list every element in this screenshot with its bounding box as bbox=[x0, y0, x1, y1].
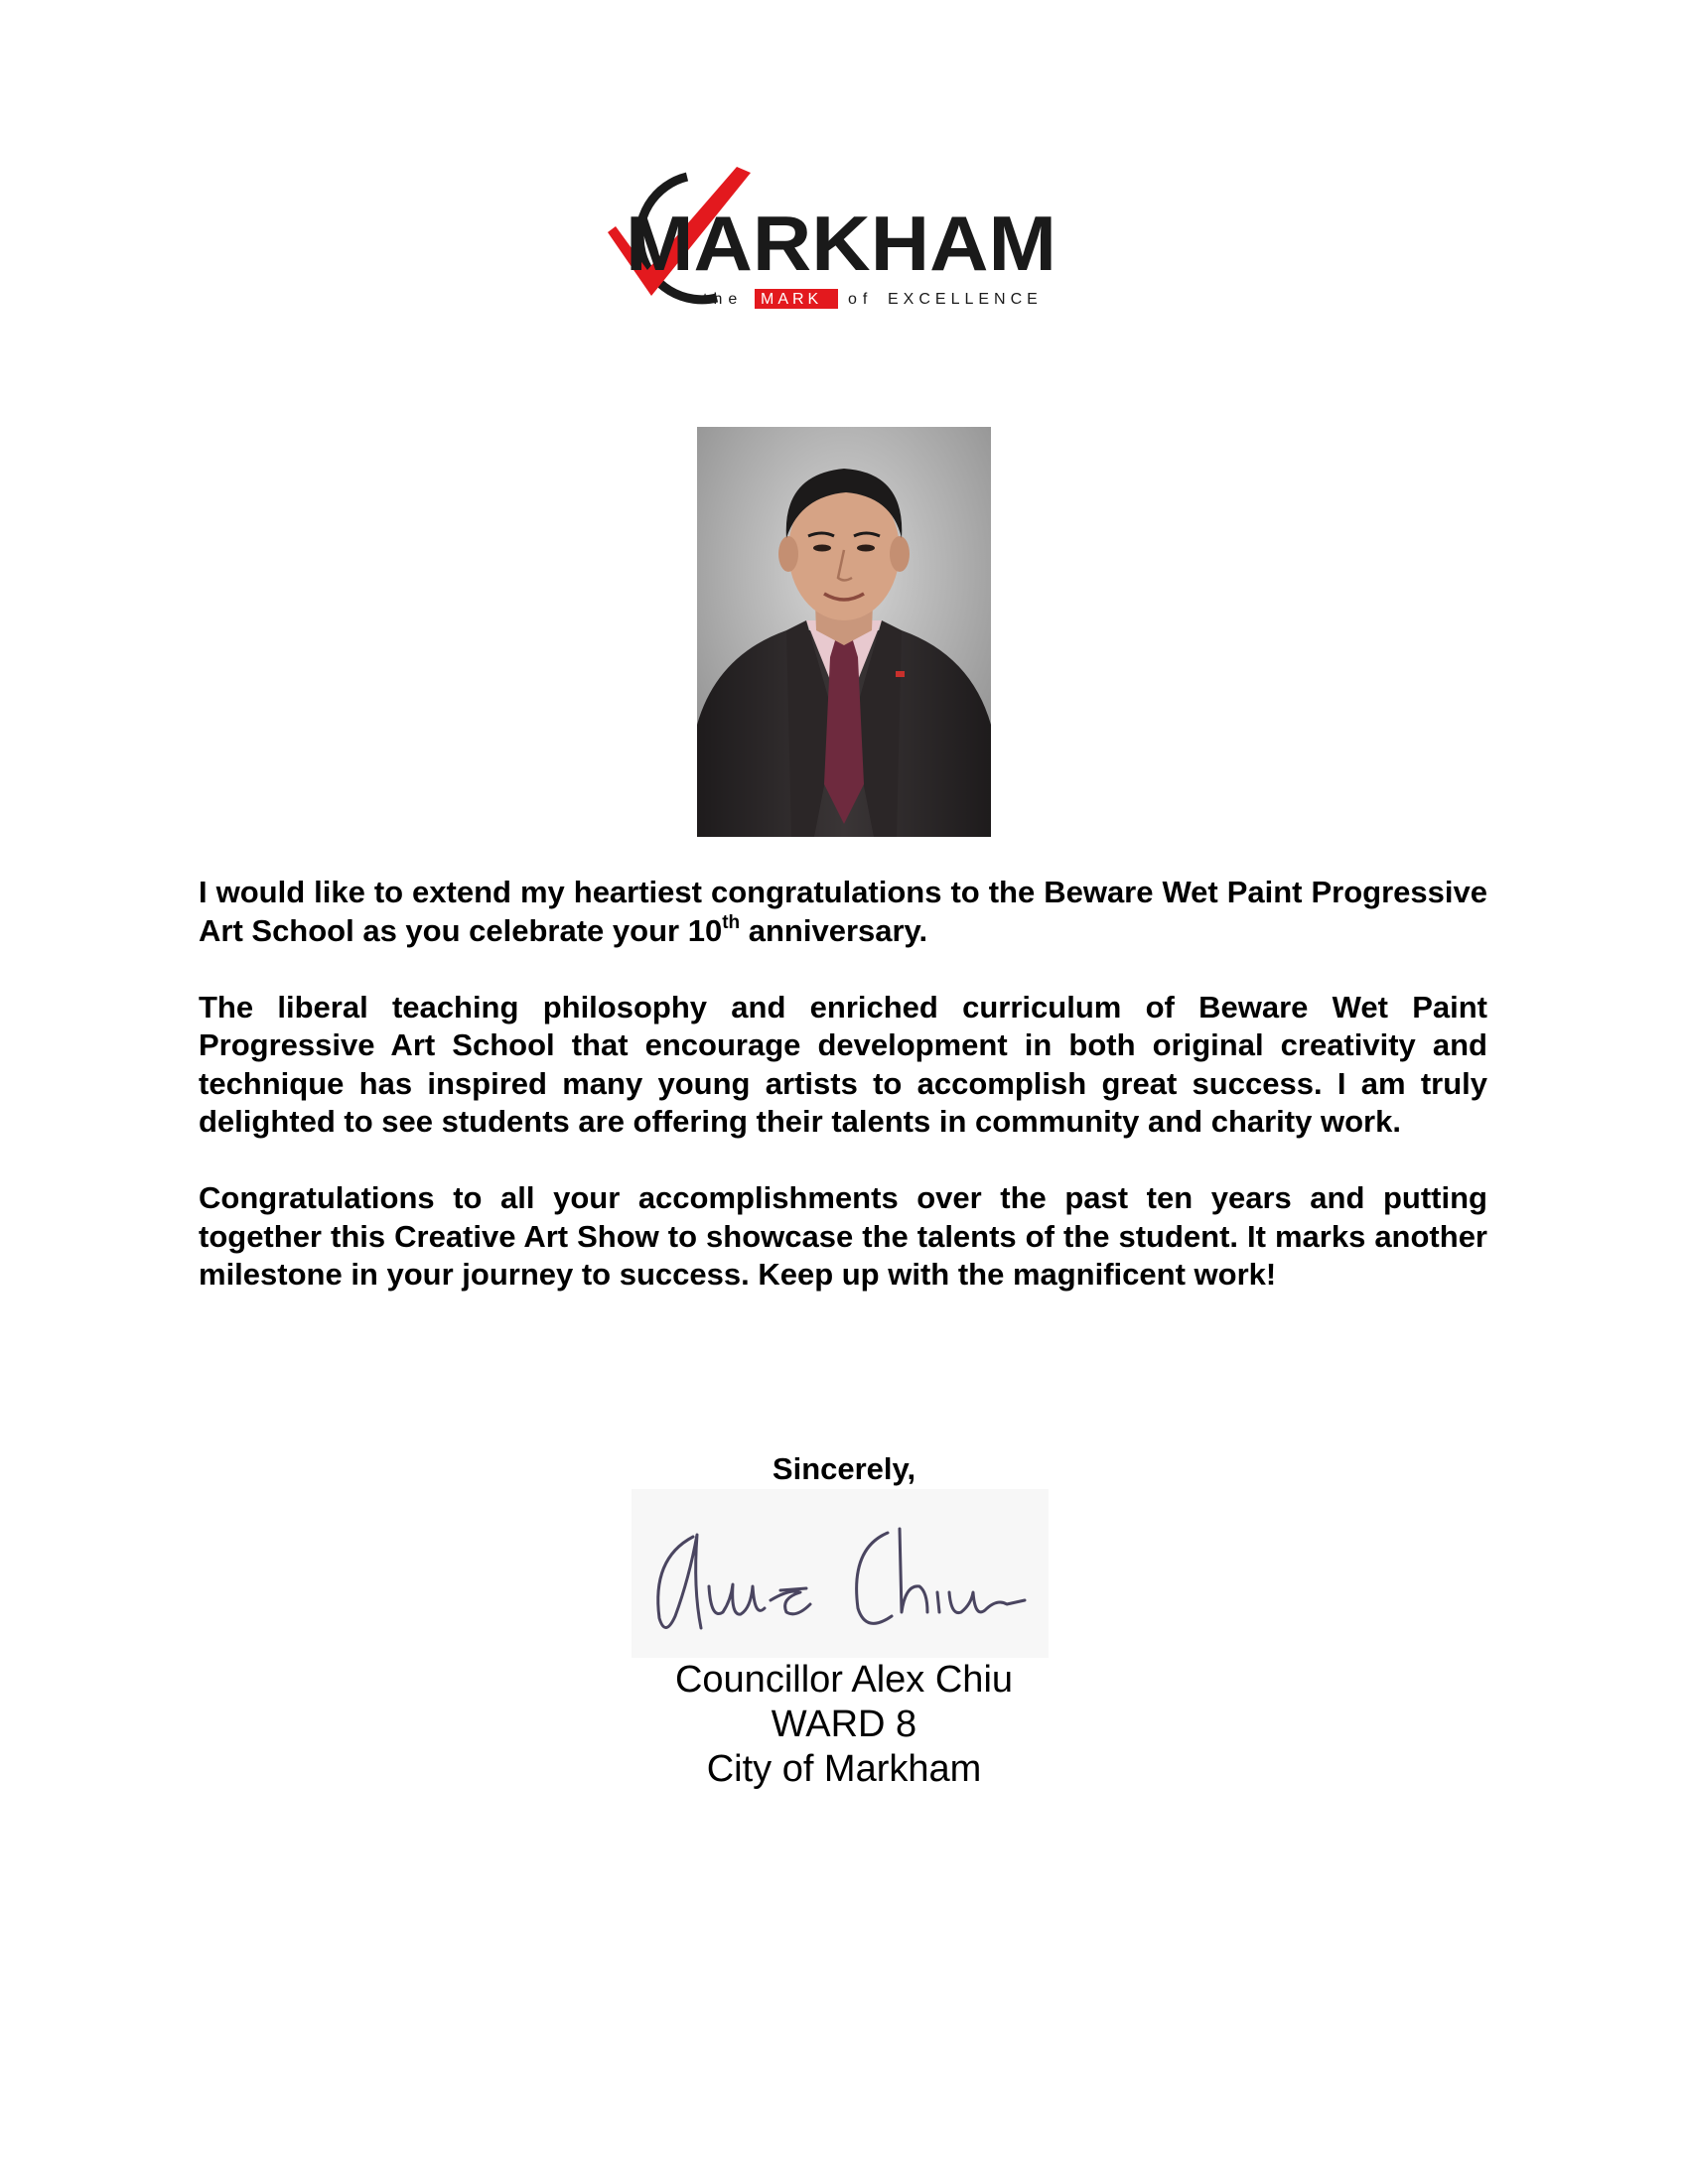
closing-salutation: Sincerely, bbox=[772, 1451, 916, 1486]
markham-logo bbox=[588, 159, 1064, 318]
logo-tagline-mark: MARK bbox=[761, 291, 823, 308]
signer-ward: WARD 8 bbox=[771, 1704, 917, 1745]
logo-tagline-the: the bbox=[703, 291, 744, 308]
logo-tagline-excellence: EXCELLENCE bbox=[888, 291, 1043, 308]
letter-body bbox=[199, 874, 1487, 1332]
letter-paragraph-3: Congratulations to all your accomplishments over the past ten years and putting together this Creative Art Show to showcase the talents of the student. It marks another milestone in your journey to success. Keep up with the magnificent work! bbox=[199, 1180, 1487, 1292]
ordinal-suffix: th bbox=[722, 911, 741, 933]
markham-logo-graphic bbox=[588, 159, 1064, 318]
paragraph-1-text: I would like to extend my heartiest congratulations to the Beware Wet Paint Progressive Art School as you celebrate your 10 bbox=[199, 875, 1487, 948]
handwritten-signature bbox=[632, 1489, 1049, 1658]
portrait-photo bbox=[697, 427, 991, 837]
signer-city: City of Markham bbox=[706, 1748, 982, 1790]
letter-paragraph-2: The liberal teaching philosophy and enriched curriculum of Beware Wet Paint Progressive Art School that encourage development in both original creativity and technique has inspired many young artists to accomplish great success. I am truly delighted to see students are offering their talents in community and charity work. bbox=[199, 989, 1487, 1139]
letter-paragraph-1 bbox=[199, 874, 1487, 950]
logo-wordmark: MARKHAM bbox=[626, 200, 1056, 287]
paragraph-1-end: anniversary. bbox=[740, 912, 928, 948]
signature-block bbox=[0, 1658, 1688, 1792]
signature-graphic bbox=[632, 1489, 1049, 1658]
signer-name: Councillor Alex Chiu bbox=[674, 1659, 1014, 1701]
logo-tagline-of: of bbox=[848, 291, 874, 308]
councillor-portrait bbox=[697, 427, 991, 837]
